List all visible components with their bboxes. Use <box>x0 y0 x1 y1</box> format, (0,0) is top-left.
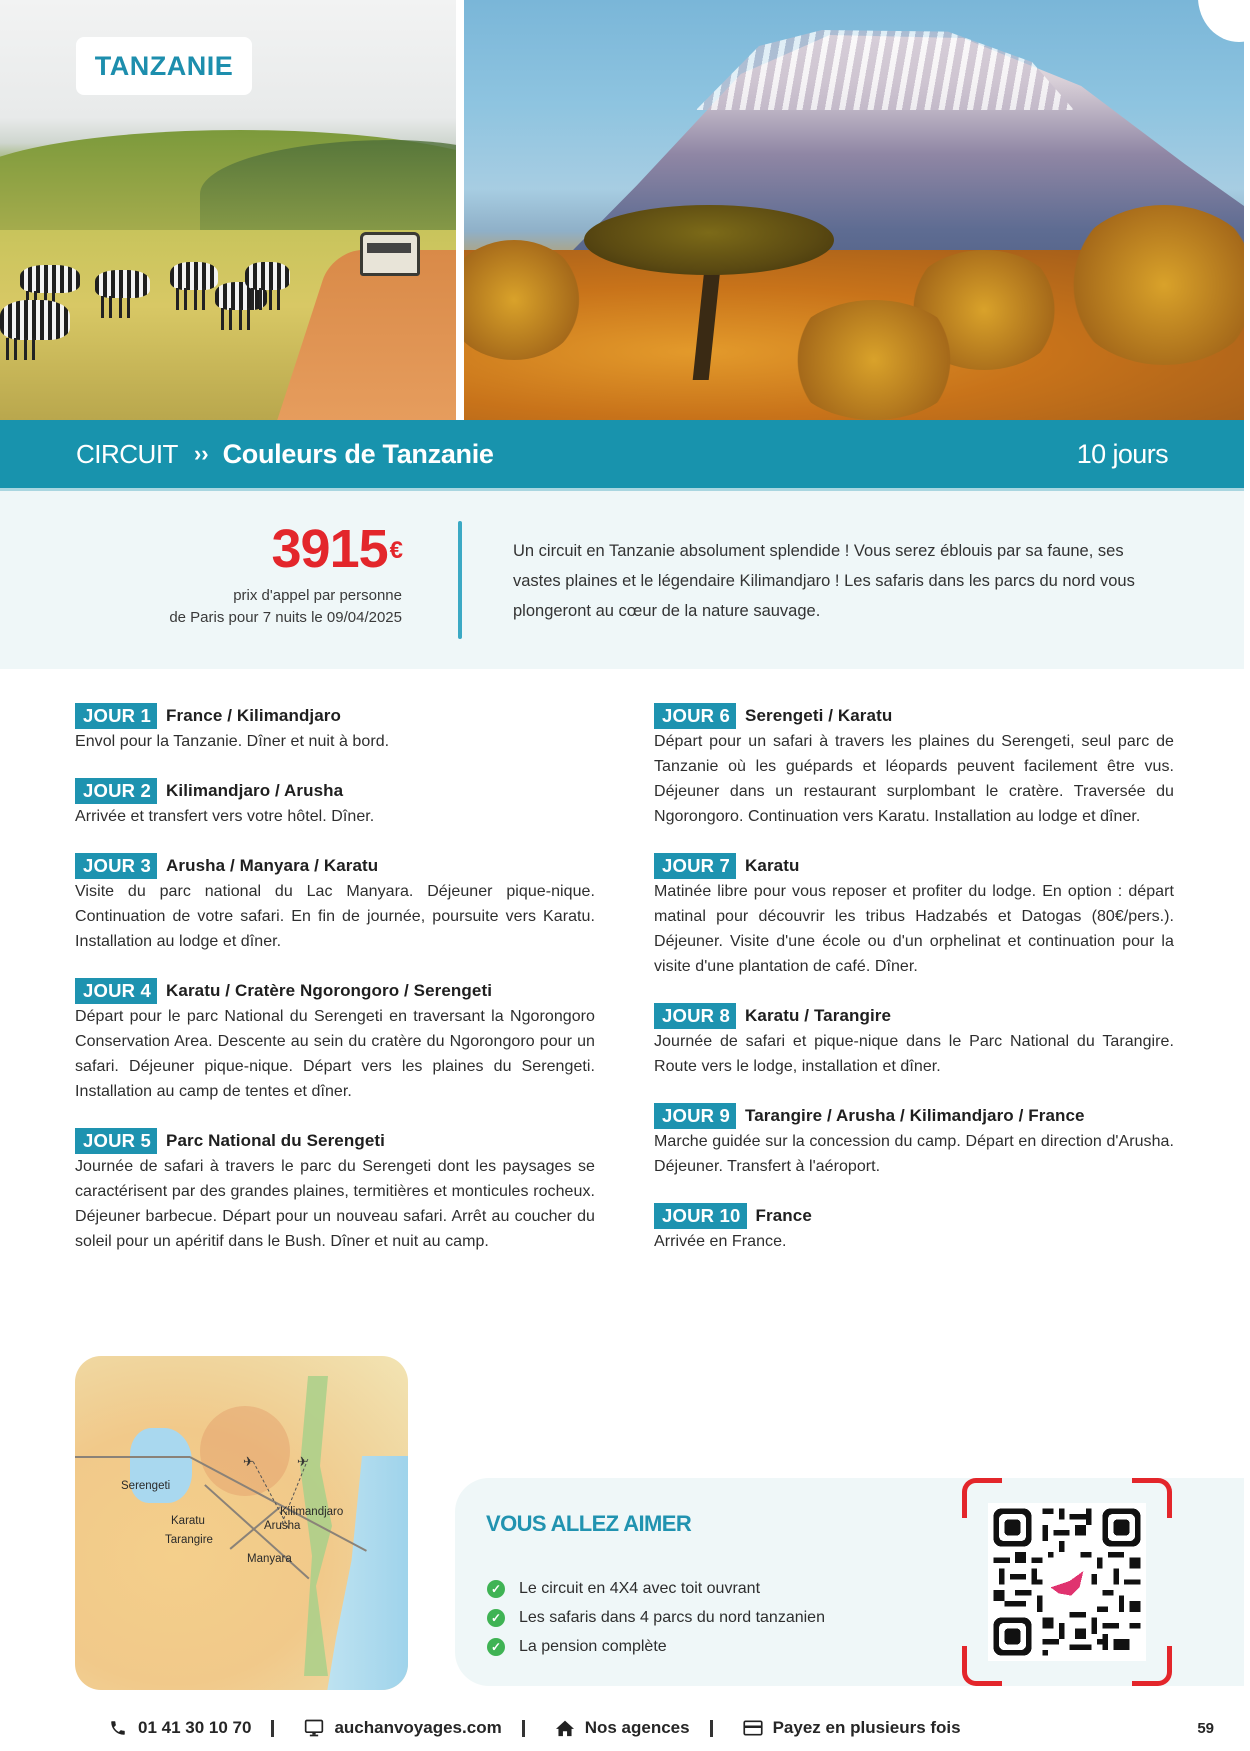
phone-icon <box>108 1718 128 1738</box>
day-description: Matinée libre pour vous reposer et profiter du lodge. En option : départ matinal pour découvrir les tribus Hadzabés et Datogas (80€/pers.). Déjeuner. Visite d'une école ou d'un orphelinat et continuation pour la visite d'une plantation de café. Dîner. <box>654 883 1174 975</box>
day-route: Karatu / Tarangire <box>745 1006 892 1025</box>
chevron-double-right-icon: ›› <box>193 441 209 466</box>
price-block <box>90 519 402 629</box>
country-border-line <box>75 1456 190 1458</box>
circuit-category: CIRCUIT <box>76 438 178 469</box>
day-route: France / Kilimandjaro <box>166 706 342 725</box>
day-description: Journée de safari à travers le parc du Serengeti dont les paysages se caractérisent par des grandes plaines, termitières et monticules rocheux. Déjeuner barbecue. Départ pour un nouveau safari. Arrêt au coucher du soleil pour un apéritif dans le Bush. Dîner et nuit au camp. <box>75 1158 595 1250</box>
map-label-kilimandjaro: Kilimandjaro <box>280 1506 344 1518</box>
day-description: Départ pour un safari à travers les plaines du Serengeti, seul parc de Tanzanie où les guépards et léopards peuvent facilement être vus. Déjeuner dans un restaurant surplombant le cratère. Traversée du Ngorongoro. Continuation vers Karatu. Installation au lodge et dîner. <box>654 733 1174 825</box>
footer-website-link[interactable]: auchanvoyages.com <box>304 1718 501 1738</box>
zebra-shape <box>245 262 290 290</box>
safari-jeep-shape <box>360 232 420 276</box>
footer-agencies-link[interactable]: Nos agences <box>555 1718 690 1738</box>
route-map <box>75 1356 408 1690</box>
day-description: Arrivée et transfert vers votre hôtel. Dîner. <box>75 808 375 825</box>
price-note: prix d'appel par personne de Paris pour 7 nuits le 09/04/2025 <box>169 587 402 626</box>
day-description: Départ pour le parc National du Serengeti en traversant la Ngorongoro Conservation Area. Descente au sein du cratère du Ngorongoro pour un safari. Déjeuner pique-nique. Départ vers les plaines du Serengeti. Installation au camp de tentes et dîner. <box>75 1008 595 1100</box>
check-circle-icon: ✓ <box>487 1638 505 1656</box>
map-label-arusha: Arusha <box>264 1520 301 1532</box>
page-number: 59 <box>1197 1719 1214 1737</box>
hero-banner <box>0 0 1244 420</box>
highlights-list <box>487 1574 825 1661</box>
day-route: Kilimandjaro / Arusha <box>166 781 344 800</box>
kilimanjaro-acacia-photo <box>464 0 1244 420</box>
day-badge: JOUR 6 <box>654 703 736 729</box>
itinerary-day <box>75 703 595 754</box>
intro-panel <box>0 491 1244 669</box>
country-tag <box>76 37 252 95</box>
circuit-duration: 10 jours <box>1076 438 1168 469</box>
itinerary-day <box>75 853 595 954</box>
itinerary-day <box>75 778 595 829</box>
check-circle-icon: ✓ <box>487 1609 505 1627</box>
map-label-serengeti: Serengeti <box>121 1480 171 1492</box>
day-badge: JOUR 10 <box>654 1203 747 1229</box>
day-badge: JOUR 7 <box>654 853 736 879</box>
zebra-shape <box>0 300 70 340</box>
day-description: Arrivée en France. <box>654 1233 787 1250</box>
qr-code[interactable] <box>988 1503 1146 1661</box>
map-label-karatu: Karatu <box>171 1515 205 1527</box>
country-name: TANZANIE <box>94 50 234 81</box>
itinerary-day <box>654 853 1174 979</box>
itinerary-day <box>654 1003 1174 1079</box>
monitor-icon <box>304 1718 324 1738</box>
qr-code-frame[interactable] <box>962 1478 1172 1686</box>
day-description: Marche guidée sur la concession du camp. Départ en direction d'Arusha. Déjeuner. Transfert à l'aéroport. <box>654 1133 1174 1175</box>
itinerary-day <box>75 1128 595 1254</box>
footer-separator <box>522 1720 525 1737</box>
day-route: France <box>755 1206 812 1225</box>
zebra-shape <box>20 265 80 293</box>
footer-phone[interactable]: 01 41 30 10 70 <box>108 1718 251 1738</box>
day-badge: JOUR 8 <box>654 1003 736 1029</box>
circuit-title-bar <box>0 420 1244 488</box>
intro-description: Un circuit en Tanzanie absolument splendide ! Vous serez éblouis par sa faune, ses vastes plaines et le légendaire Kilimandjaro ! Les safaris dans les parcs du nord vous plongeront au cœur de la nature sauvage. <box>513 542 1135 620</box>
circuit-name: Couleurs de Tanzanie <box>222 438 494 469</box>
day-badge: JOUR 2 <box>75 778 157 804</box>
credit-card-icon <box>743 1718 763 1738</box>
itinerary-day <box>654 703 1174 829</box>
zebra-shape <box>95 270 150 298</box>
home-icon <box>555 1718 575 1738</box>
day-badge: JOUR 1 <box>75 703 157 729</box>
price-value: 3915€ <box>271 519 402 579</box>
footer-bar <box>108 1714 1214 1742</box>
highlight-item: ✓ La pension complète <box>487 1632 825 1661</box>
map-label-tarangire: Tarangire <box>165 1534 213 1546</box>
footer-payment-link[interactable]: Payez en plusieurs fois <box>743 1718 961 1738</box>
day-route: Parc National du Serengeti <box>166 1131 385 1150</box>
footer-separator <box>710 1720 713 1737</box>
day-badge: JOUR 4 <box>75 978 157 1004</box>
zebra-shape <box>170 262 218 290</box>
day-badge: JOUR 5 <box>75 1128 157 1154</box>
currency-symbol: € <box>389 537 402 564</box>
day-route: Tarangire / Arusha / Kilimandjaro / France <box>745 1106 1085 1125</box>
day-badge: JOUR 9 <box>654 1103 736 1129</box>
highlight-item: ✓ Le circuit en 4X4 avec toit ouvrant <box>487 1574 825 1603</box>
day-badge: JOUR 3 <box>75 853 157 879</box>
airplane-icon: ✈ <box>243 1454 254 1469</box>
airplane-icon: ✈ <box>297 1454 308 1469</box>
highlight-item: ✓ Les safaris dans 4 parcs du nord tanzanien <box>487 1603 825 1632</box>
indian-ocean-shape <box>323 1456 408 1690</box>
day-route: Serengeti / Karatu <box>745 706 893 725</box>
itinerary-day <box>654 1203 1174 1254</box>
itinerary-column-left <box>75 703 595 1278</box>
itinerary-column-right <box>654 703 1174 1278</box>
footer-separator <box>271 1720 274 1737</box>
intro-divider <box>458 521 462 639</box>
day-description: Envol pour la Tanzanie. Dîner et nuit à bord. <box>75 733 390 750</box>
day-description: Journée de safari et pique-nique dans le Parc National du Tarangire. Route vers le lodge, installation et dîner. <box>654 1033 1174 1075</box>
day-route: Arusha / Manyara / Karatu <box>166 856 379 875</box>
qr-code-icon <box>988 1503 1146 1661</box>
day-description: Visite du parc national du Lac Manyara. Déjeuner pique-nique. Continuation de votre safari. En fin de journée, poursuite vers Karatu. Installation au lodge et dîner. <box>75 883 595 950</box>
itinerary-day <box>75 978 595 1104</box>
map-label-manyara: Manyara <box>247 1553 292 1565</box>
itinerary-day <box>654 1103 1174 1179</box>
highlights-title: VOUS ALLEZ AIMER <box>486 1511 692 1536</box>
check-circle-icon: ✓ <box>487 1580 505 1598</box>
day-route: Karatu <box>745 856 800 875</box>
day-route: Karatu / Cratère Ngorongoro / Serengeti <box>166 981 493 1000</box>
